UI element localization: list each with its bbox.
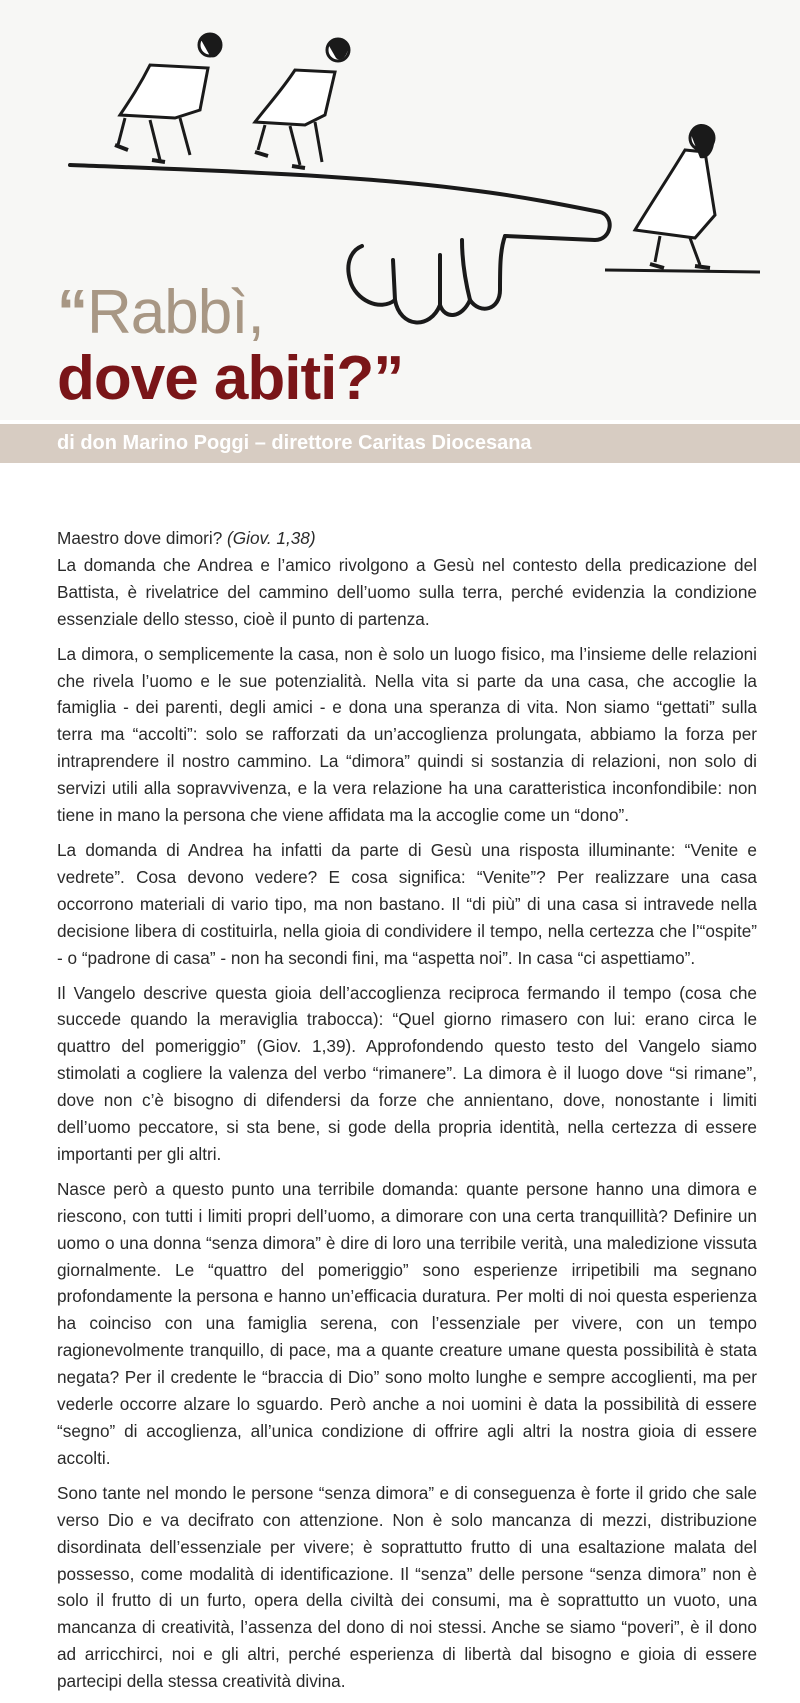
byline-band	[0, 424, 800, 463]
title-line-2-text: dove abiti?	[57, 344, 374, 413]
article-paragraph: Sono tante nel mondo le persone “senza dimora” e di conseguenza è forte il grido che sale verso Dio e va decifrato con attenzione. Non è solo mancanza di mezzi, distribuzione disordinata dell’essenziale per vivere; è soprattutto frutto di una esaltazione malata del possesso, come modalità di identificazione. Il “senza” delle persone “senza dimora” non è solo il frutto di un furto, opera della civiltà dei consumi, ma è soprattutto un vuoto, una mancanza di creatività, l’assenza del dono di noi stessi. Anche se siamo “poveri”, è il dono ad arricchirci, noi e gli altri, perché esperienza di libertà dal bisogno e gioia di essere partecipi della stessa creatività divina.	[57, 1482, 757, 1692]
article-paragraph: La domanda di Andrea ha infatti da parte di Gesù una risposta illuminante: “Venite e vedrete”. Cosa devono vedere? E cosa significa: “Venite”? Per realizzare una casa occorrono materiali di vario tipo, ma non bastano. Il “di più” di una casa si intravede nella decisione libera di costituirla, nella gioia di condividere il tempo, nella certezza che l’“ospite” - o “padrone di casa” - non ha secondi fini, ma “aspetta noi”. In casa “ci aspettiamo”.	[57, 839, 757, 968]
title-quote-close: ”	[373, 344, 404, 413]
title-line-1-text: Rabbì,	[87, 278, 264, 347]
lead-question: Maestro dove dimori?	[57, 528, 228, 548]
author-byline: di don Marino Poggi – direttore Caritas Diocesana	[57, 432, 532, 454]
article-body	[57, 525, 757, 1703]
article-paragraph: Nasce però a questo punto una terribile domanda: quante persone hanno una dimora e riescono, con tutti i limiti propri dell’uomo, a dimorare con una certa tranquillità? Definire un uomo o una donna “senza dimora” è dire di loro una terribile verità, una maledizione vissuta giornalmente. Le “quattro del pomeriggio” sono esperienze irripetibili ma segnano profondamente la persona e hanno un’efficacia duratura. Per molti di noi questa esperienza ha coinciso con una famiglia serena, con l’essenziale per vivere, con un tempo ragionevolmente tranquillo, di pace, ma a quante creature umane questa possibilità è stata negata? Per il credente le “braccia di Dio” sono molto lunghe e sempre accoglienti, ma per vederle occorre alzare lo sguardo. Però anche a noi uomini è data la possibilità di essere “segno” di accoglienza, all’unica condizione di offrire agli altri la nostra gioia di essere accolti.	[57, 1178, 757, 1468]
title-line-1	[57, 280, 403, 346]
title-line-2	[57, 346, 403, 412]
lead-citation: (Giov. 1,38)	[227, 528, 316, 548]
page-title	[57, 280, 403, 412]
hero-illustration	[0, 0, 800, 470]
title-quote-open: “	[57, 278, 87, 347]
article-paragraph: La dimora, o semplicemente la casa, non è solo un luogo fisico, ma l’insieme delle relazioni che rivela l’uomo e le sue potenzialità. Nella vita si parte da una casa, che accoglie la famiglia - dei parenti, degli amici - e dona una speranza di vita. Non siamo “gettati” sulla terra ma “accolti”: solo se rafforzati da un’accoglienza prolungata, abbiamo la forza per intraprendere il nostro cammino. La “dimora” quindi si sostanzia di relazioni, non solo di servizi utili alla sopravvivenza, e la vera relazione ha una caratteristica inconfondibile: non tiene in mano la persona che viene affidata ma la accoglie come un “dono”.	[57, 643, 757, 826]
article-lead	[57, 525, 757, 552]
article-paragraph: La domanda che Andrea e l’amico rivolgono a Gesù nel contesto della predicazione del Battista, è rivelatrice del cammino dell’uomo sulla terra, perché evidenzia la condizione essenziale dello stesso, cioè il punto di partenza.	[57, 554, 757, 629]
article-paragraph: Il Vangelo descrive questa gioia dell’accoglienza reciproca fermando il tempo (cosa che succede quando la meraviglia trabocca): “Quel giorno rimasero con lui: erano circa le quattro del pomeriggio” (Giov. 1,39). Approfondendo questo testo del Vangelo siamo stimolati a cogliere la valenza del verbo “rimanere”. La dimora è il luogo dove “si rimane”, dove non c’è bisogno di difendersi da forze che annientano, dove, nonostante i limiti dell’uomo peccatore, si sta bene, si gode della propria identità, nella certezza di essere importanti per gli altri.	[57, 982, 757, 1164]
